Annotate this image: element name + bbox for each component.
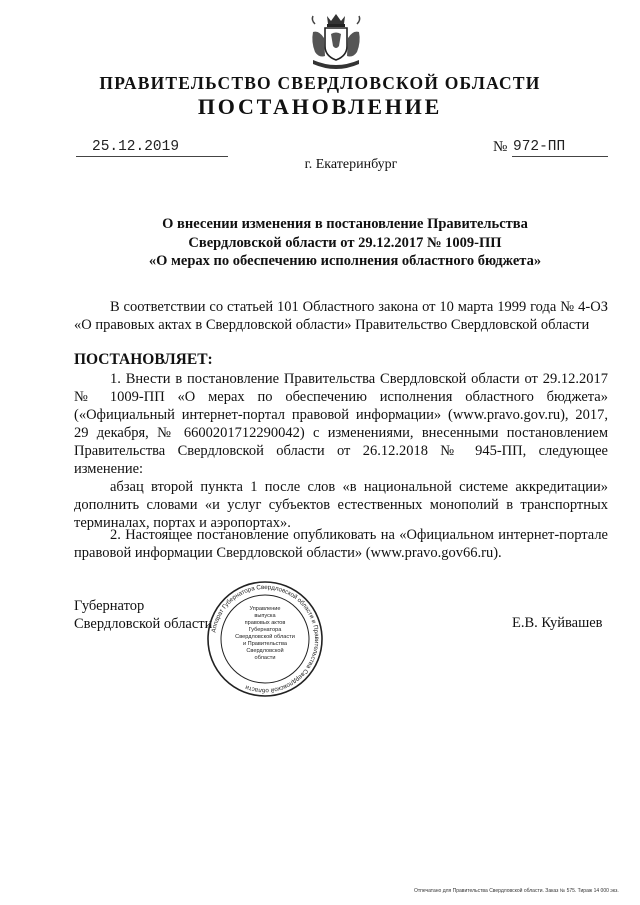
item-1-change-paragraph: абзац второй пункта 1 после слов «в национальной системе аккредитации» дополнить словами «и услуг субъектов естественных монополий в транспортных терминалах, портах и аэропортах». [74,479,608,531]
document-heading [90,215,600,271]
seal-line: и Правительства [243,641,287,647]
seal-line: Губернатора [248,627,282,633]
signatory-title-line: Свердловской области [74,616,213,632]
city: г. Екатеринбург [304,157,398,172]
coat-of-arms-icon [305,12,367,74]
seal-line: Свердловской области [235,634,295,640]
signatory-title-line: Губернатор [74,598,145,614]
heading-line: «О мерах по обеспечению исполнения областного бюджета» [148,253,542,269]
number-label: № [493,139,508,155]
signatory-name: Е.В. Куйвашев [512,615,603,631]
seal-line: Управление [249,606,281,612]
item-1-paragraph: 1. Внести в постановление Правительства Свердловской области от 29.12.2017 № 1009-ПП «О мерах по обеспечению исполнения областного бюджета» («Официальный интернет-портал правовой информации» (www.pravo.gov.ru), 2017, 29 декабря, № 6600201712290042) с изменениями, внесенными постановлением Правительства Свердловской области от 26.12.2018 № 945-ПП, следующее изменение: [74,371,608,477]
seal-line: выпуска [254,613,276,619]
document-date: 25.12.2019 [92,139,180,155]
seal-line: правовых актов [244,620,286,626]
seal-line: Свердловской [246,648,284,654]
heading-line: О внесении изменения в постановление Правительства [162,216,528,232]
government-title: ПРАВИТЕЛЬСТВО СВЕРДЛОВСКОЙ ОБЛАСТИ [99,73,541,93]
printer-note: Отпечатано для Правительства Свердловской области. Заказ № 575. Тираж 14 000 экз. [414,888,619,894]
item-2-paragraph: 2. Настоящее постановление опубликовать на «Официальном интернет-портале правовой информации Свердловской области» (www.pravo.gov66.ru). [74,527,608,561]
official-seal-icon [206,580,324,698]
document-type: ПОСТАНОВЛЕНИЕ [197,94,443,119]
preamble-paragraph: В соответствии со статьей 101 Областного закона от 10 марта 1999 года № 4-ОЗ «О правовых актах в Свердловской области» Правительство Свердловской области [74,299,608,333]
seal-line: области [254,655,276,661]
document-number: 972-ПП [513,139,566,155]
decree-word: ПОСТАНОВЛЯЕТ: [74,351,213,368]
signatory-title [74,597,212,633]
heading-line: Свердловской области от 29.12.2017 № 1009-ПП [188,234,502,251]
seal-ring-text: Аппарат Губернатора Свердловской области и Правительства Свердловской области [210,583,321,695]
